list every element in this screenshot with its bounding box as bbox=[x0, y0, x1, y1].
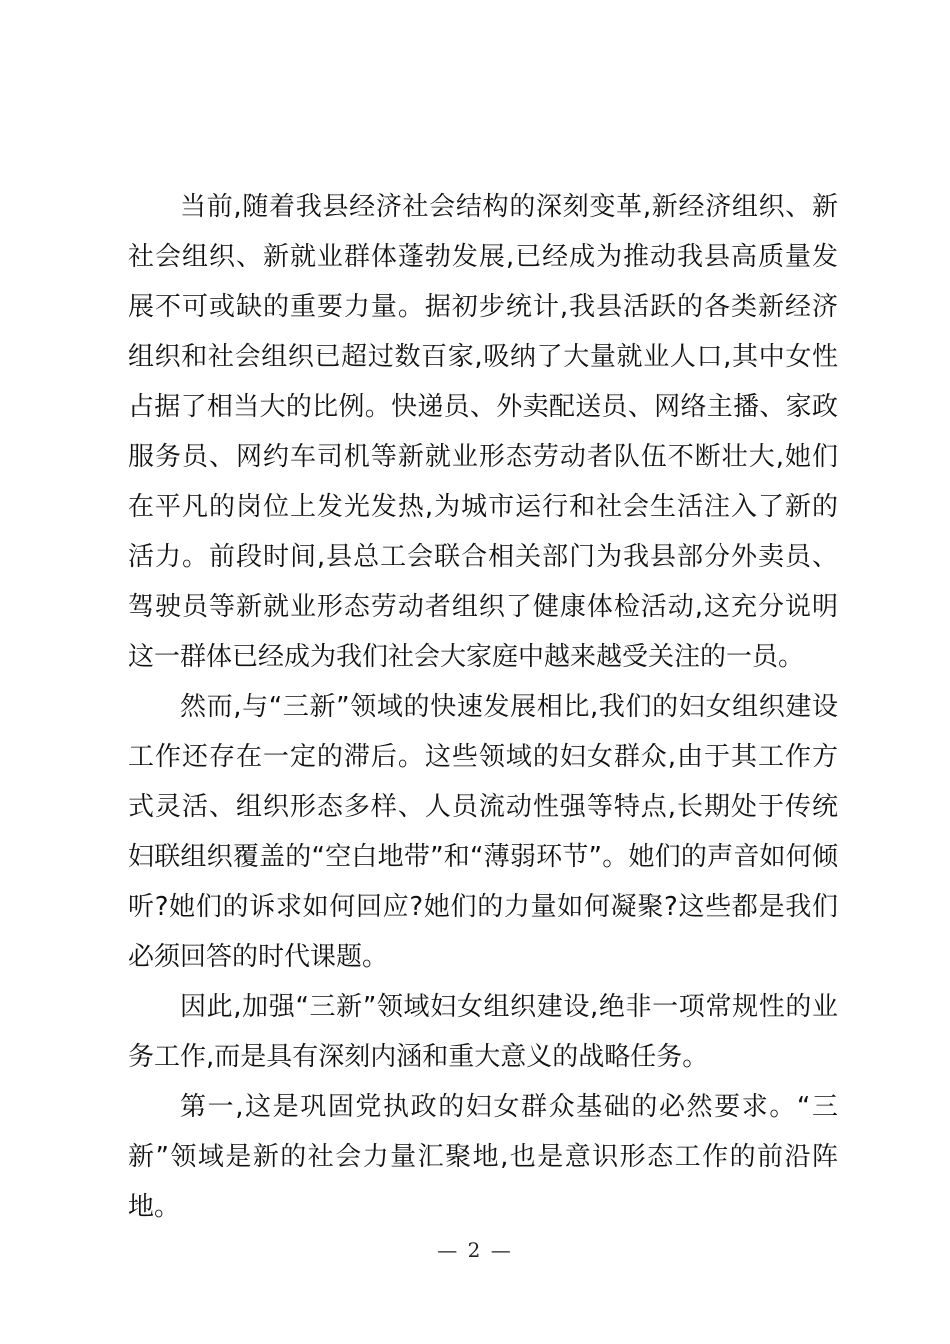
page-number: — 2 — bbox=[437, 1238, 513, 1262]
paragraph-2: 然而,与“三新”领域的快速发展相比,我们的妇女组织建设工作还存在一定的滞后。这些领域的妇女群众,由于其工作方式灵活、组织形态多样、人员流动性强等特点,长期处于传统妇联组织覆盖的“空白地带”和“薄弱环节”。她们的声音如何倾听?她们的诉求如何回应?她们的力量如何凝聚?这些都是我们必须回答的时代课题。 bbox=[128, 692, 838, 972]
paragraph-3: 因此,加强“三新”领域妇女组织建设,绝非一项常规性的业务工作,而是具有深刻内涵和重大意义的战略任务。 bbox=[128, 992, 838, 1072]
paragraph-1: 当前,随着我县经济社会结构的深刻变革,新经济组织、新社会组织、新就业群体蓬勃发展,已经成为推动我县高质量发展不可或缺的重要力量。据初步统计,我县活跃的各类新经济组织和社会组织已超过数百家,吸纳了大量就业人口,其中女性占据了相当大的比例。快递员、外卖配送员、网络主播、家政服务员、网约车司机等新就业形态劳动者队伍不断壮大,她们在平凡的岗位上发光发热,为城市运行和社会生活注入了新的活力。前段时间,县总工会联合相关部门为我县部分外卖员、驾驶员等新就业形态劳动者组织了健康体检活动,这充分说明这一群体已经成为我们社会大家庭中越来越受关注的一员。 bbox=[128, 192, 838, 672]
body-text bbox=[128, 182, 838, 1232]
paragraph-4: 第一,这是巩固党执政的妇女群众基础的必然要求。“三新”领域是新的社会力量汇聚地,也是意识形态工作的前沿阵地。 bbox=[128, 1092, 838, 1222]
